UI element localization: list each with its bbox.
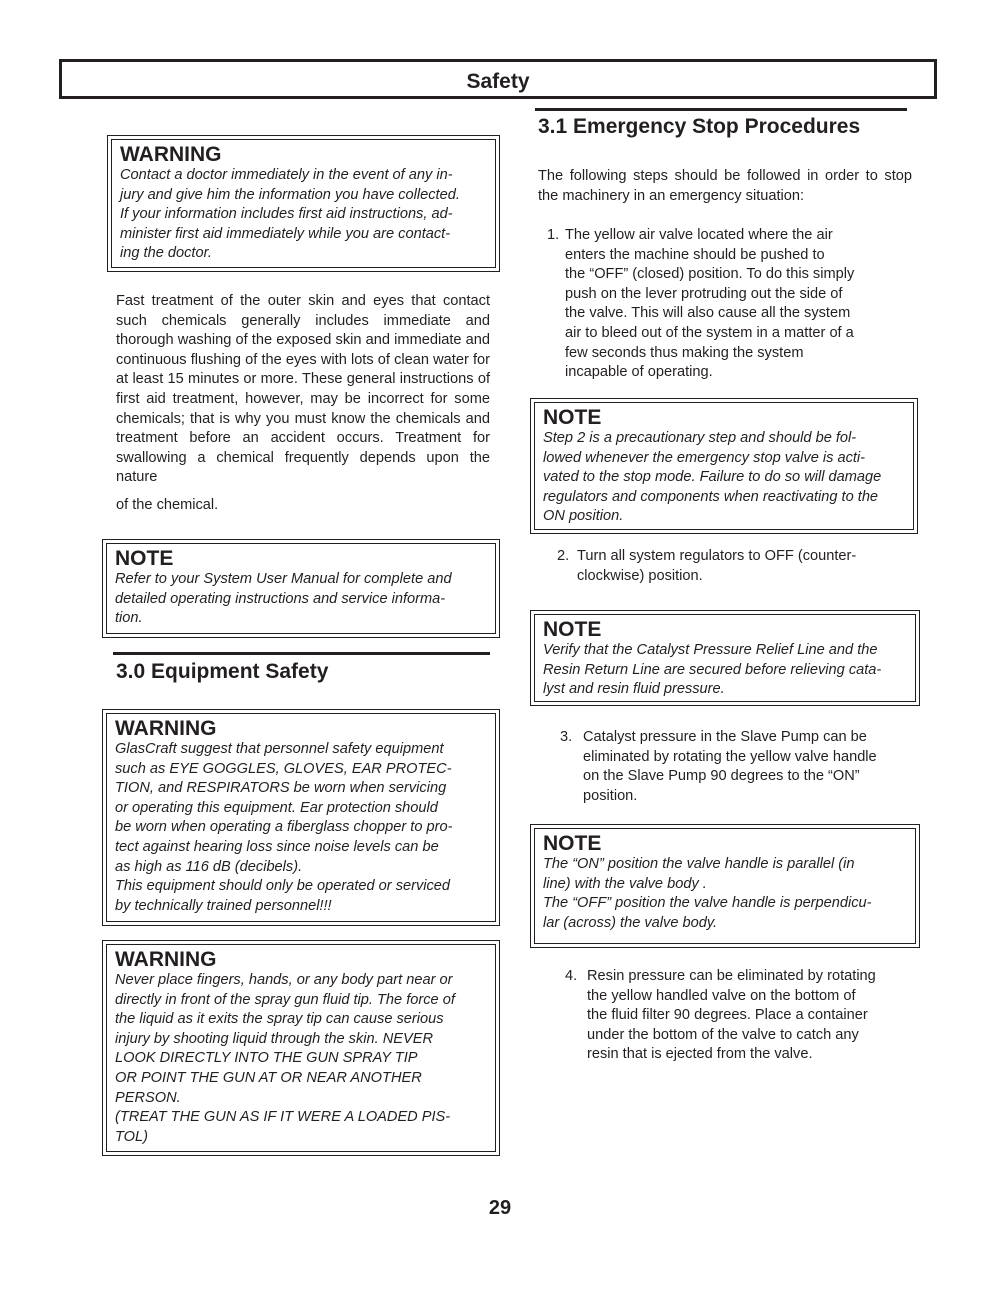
page-header — [59, 59, 937, 99]
warning-box-spray-gun — [102, 940, 500, 1156]
step-number: 4. — [565, 968, 578, 984]
step-text: Catalyst pressure in the Slave Pump can be eliminated by rotating the yellow valve handle on the Slave Pump 90 degrees to the “ON” position. — [583, 729, 877, 804]
emergency-intro: The following steps should be followed in order to stop the machinery in an emergency situation: — [538, 168, 912, 204]
warning-box-first-aid — [107, 135, 500, 272]
note-text: Step 2 is a precautionary step and should be fol- lowed whenever the emergency stop valve is acti- vated to the stop mode. Failure to do so will damage regulators and components when reactivating to the ON position. — [543, 430, 882, 525]
section-heading-equipment-safety: 3.0 Equipment Safety — [116, 660, 329, 683]
note-text: The “ON” position the valve handle is parallel (in line) with the valve body . The “OFF” position the valve handle is perpendicu- lar (across) the valve body. — [543, 856, 872, 931]
warning-text: Never place fingers, hands, or any body part near or directly in front of the spray gun fluid tip. The force of the liquid as it exits the spray tip can cause serious injury by shooting liquid through the skin. NEVER LOOK DIRECTLY INTO THE GUN SPRAY TIP OR POINT THE GUN AT OR NEAR ANOTHER PERSON. (TREAT THE GUN AS IF IT WERE A LOADED PIS- TOL) — [115, 972, 455, 1145]
step-number: 1. — [547, 227, 560, 243]
step-2 — [557, 547, 907, 586]
note-box-manual — [102, 539, 500, 638]
note-title: NOTE — [543, 832, 602, 855]
step-text: The yellow air valve located where the air enters the machine should be pushed to the “OFF” (closed) position. To do this simply push on the lever protruding out the side of the valve. This will also cause all the system air to bleed out of the system in a matter of a few seconds thus making the system incapable of operating. — [565, 227, 855, 381]
note-title: NOTE — [115, 547, 174, 570]
step-1 — [547, 226, 907, 383]
warning-text: GlasCraft suggest that personnel safety equipment such as EYE GOGGLES, GLOVES, EAR PROTEC- TION, and RESPIRATORS be worn when servicing or operating this equipment. Ear protection should be worn when operating a fiberglass chopper to pro- tect against hearing loss since noise levels can be as high as 116 dB (decibels). This equipment should only be operated or serviced by technically trained personnel!!! — [115, 741, 453, 914]
section-heading-emergency-stop: 3.1 Emergency Stop Procedures — [538, 115, 861, 138]
step-text: Resin pressure can be eliminated by rotating the yellow handled valve on the bottom of the fluid filter 90 degrees. Place a container under the bottom of the valve to catch any resin that is ejected from the valve. — [587, 968, 876, 1063]
warning-title: WARNING — [115, 717, 217, 740]
step-3 — [560, 728, 910, 806]
note-box-relief-line — [530, 610, 920, 706]
note-text: Verify that the Catalyst Pressure Relief Line and the Resin Return Line are secured before relieving cata- lyst and resin fluid pressure. — [543, 642, 882, 698]
step-number: 3. — [560, 729, 573, 745]
note-box-valve-position — [530, 824, 920, 948]
note-text: Refer to your System User Manual for complete and detailed operating instructions and service informa- tion. — [115, 571, 452, 627]
note-title: NOTE — [543, 618, 602, 641]
section-rule-3-1 — [535, 108, 907, 111]
first-aid-paragraph-end: of the chemical. — [116, 497, 219, 513]
warning-title: WARNING — [120, 143, 222, 166]
warning-box-ppe — [102, 709, 500, 926]
step-4 — [565, 967, 915, 1065]
header-title: Safety — [466, 70, 530, 93]
page-number: 29 — [488, 1197, 512, 1219]
note-title: NOTE — [543, 406, 602, 429]
step-number: 2. — [557, 548, 570, 564]
note-box-precaution — [530, 398, 918, 534]
first-aid-paragraph: Fast treatment of the outer skin and eyes that contact such chemicals generally includes immediate and thorough washing of the exposed skin and immediate and continuous flushing of the eyes with lots of clean water for at least 15 minutes or more. These general instructions of first aid treatment, however, may be incorrect for some chemicals; that is why you must know the chemicals and treatment before an accident occurs. Treatment for swallowing a chemical frequently depends upon the nature — [116, 293, 490, 486]
step-text: Turn all system regulators to OFF (counter- clockwise) position. — [577, 548, 857, 584]
warning-title: WARNING — [115, 948, 217, 971]
section-rule-3-0 — [113, 652, 490, 655]
warning-text: Contact a doctor immediately in the event of any in- jury and give him the information you have collected. If your information includes first aid instructions, ad- minister first aid immediately while you are contact- ing the doctor. — [120, 167, 460, 262]
